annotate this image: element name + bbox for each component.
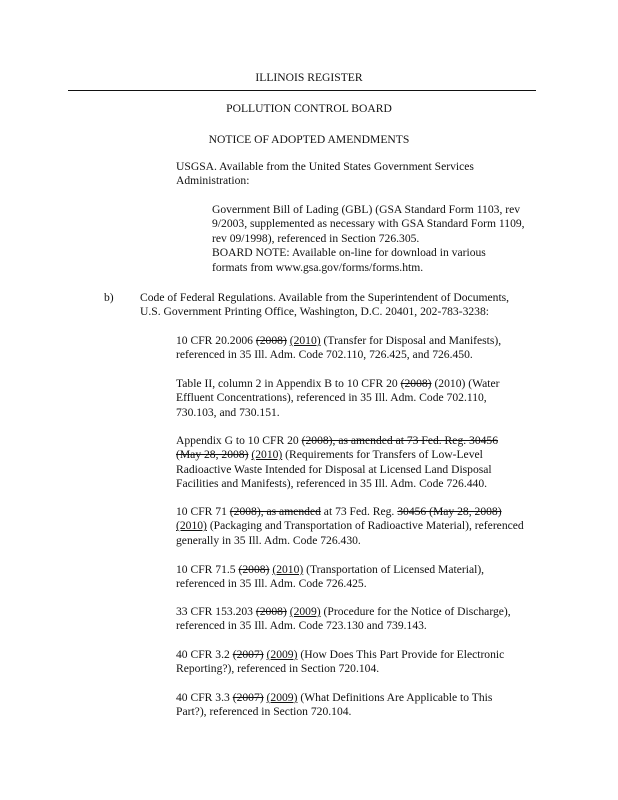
deleted-text: (2008)	[255, 605, 287, 618]
section-b-line: Code of Federal Regulations. Available from the Superintendent of Documents,	[140, 291, 510, 304]
entry-text: at 73 Fed. Reg.	[320, 505, 398, 518]
inserted-text: (2009)	[266, 691, 298, 704]
section-b-line: U.S. Government Printing Office, Washington, D.C. 20401, 202-783-3238:	[140, 305, 490, 319]
inserted-text: (2010)	[251, 448, 283, 462]
citation: 10 CFR 71.5	[176, 563, 239, 576]
entry-text: (2010) (Water	[431, 377, 500, 390]
board-note: formats from www.gsa.gov/forms/forms.htm.	[212, 260, 424, 274]
deleted-text: 30456 (May 28, 2008)	[397, 505, 502, 518]
deleted-text: (May 28, 2008)	[176, 448, 249, 462]
cfr-entry	[176, 434, 498, 492]
citation: 33 CFR 153.203	[176, 605, 256, 618]
section-b-paragraph	[140, 291, 509, 320]
inserted-text: (2010)	[176, 519, 207, 533]
entry-text: Radioactive Waste Intended for Disposal at Licensed Land Disposal	[176, 462, 492, 476]
entry-text: Part?), referenced in Section 720.104.	[176, 705, 352, 719]
gbl-line: rev 09/1998), referenced in Section 726.305.	[212, 231, 420, 245]
deleted-text: (2008), as amended at 73 Fed. Reg. 30456	[301, 434, 499, 447]
cfr-entry	[176, 505, 524, 548]
deleted-text: (2007)	[232, 648, 264, 661]
inserted-text: (2009)	[266, 648, 298, 661]
usgsa-line: Administration:	[176, 174, 250, 188]
deleted-text: (2008), as amended	[229, 505, 321, 518]
board-note: BOARD NOTE: Available on-line for download in various	[212, 246, 486, 260]
deleted-text: (2007)	[232, 691, 264, 704]
entry-text: 730.103, and 730.151.	[176, 405, 280, 419]
entry-text: (How Does This Part Provide for Electronic	[297, 648, 505, 661]
deleted-text: (2008)	[400, 377, 432, 390]
citation: Appendix G to 10 CFR 20	[176, 434, 302, 447]
section-b-marker: b)	[104, 291, 114, 304]
citation: 10 CFR 20.2006	[176, 334, 256, 347]
register-title: ILLINOIS REGISTER	[255, 71, 363, 84]
cfr-entry	[176, 377, 500, 420]
entry-text: referenced in 35 Ill. Adm. Code 726.425.	[176, 577, 367, 591]
cfr-entry	[176, 563, 484, 592]
gbl-paragraph	[212, 203, 525, 275]
entry-text: Effluent Concentrations), referenced in 35 Ill. Adm. Code 702.110,	[176, 391, 487, 405]
entry-text: referenced in 35 Ill. Adm. Code 702.110, 726.425, and 726.450.	[176, 348, 473, 362]
cfr-entry	[176, 691, 492, 720]
entry-text: (Packaging and Transportation of Radioactive Material), referenced	[206, 519, 524, 533]
gbl-line: Government Bill of Lading (GBL) (GSA Standard Form 1103, rev	[212, 203, 521, 216]
usgsa-line: USGSA. Available from the United States Government Services	[176, 160, 474, 173]
agency-title: POLLUTION CONTROL BOARD	[226, 102, 392, 115]
citation: 10 CFR 71	[176, 505, 230, 518]
usgsa-paragraph	[176, 160, 474, 189]
entry-text: Facilities and Manifests), referenced in 35 Ill. Adm. Code 726.440.	[176, 477, 488, 491]
cfr-entry	[176, 605, 511, 634]
citation: 40 CFR 3.3	[176, 691, 233, 704]
inserted-text: (2010)	[289, 334, 321, 347]
gbl-line: 9/2003, supplemented as necessary with GSA Standard Form 1109,	[212, 217, 525, 231]
header-rule	[68, 90, 536, 91]
entry-text: (Transfer for Disposal and Manifests),	[320, 334, 502, 347]
entry-text: (What Definitions Are Applicable to This	[297, 691, 493, 704]
entry-text: generally in 35 Ill. Adm. Code 726.430.	[176, 533, 361, 547]
entry-text: (Transportation of Licensed Material),	[303, 563, 485, 576]
entry-text: (Procedure for the Notice of Discharge),	[320, 605, 511, 618]
deleted-text: (2008)	[255, 334, 287, 347]
deleted-text: (2008)	[238, 563, 270, 576]
cfr-entry	[176, 334, 501, 363]
inserted-text: (2010)	[272, 563, 304, 576]
cfr-entry	[176, 648, 504, 677]
entry-text: (Requirements for Transfers of Low-Level	[282, 448, 483, 462]
notice-title: NOTICE OF ADOPTED AMENDMENTS	[208, 133, 410, 146]
entry-text: referenced in 35 Ill. Adm. Code 723.130 and 739.143.	[176, 619, 427, 633]
citation: Table II, column 2 in Appendix B to 10 CFR 20	[176, 377, 401, 390]
inserted-text: (2009)	[289, 605, 321, 618]
entry-text: Reporting?), referenced in Section 720.104.	[176, 662, 380, 676]
citation: 40 CFR 3.2	[176, 648, 233, 661]
